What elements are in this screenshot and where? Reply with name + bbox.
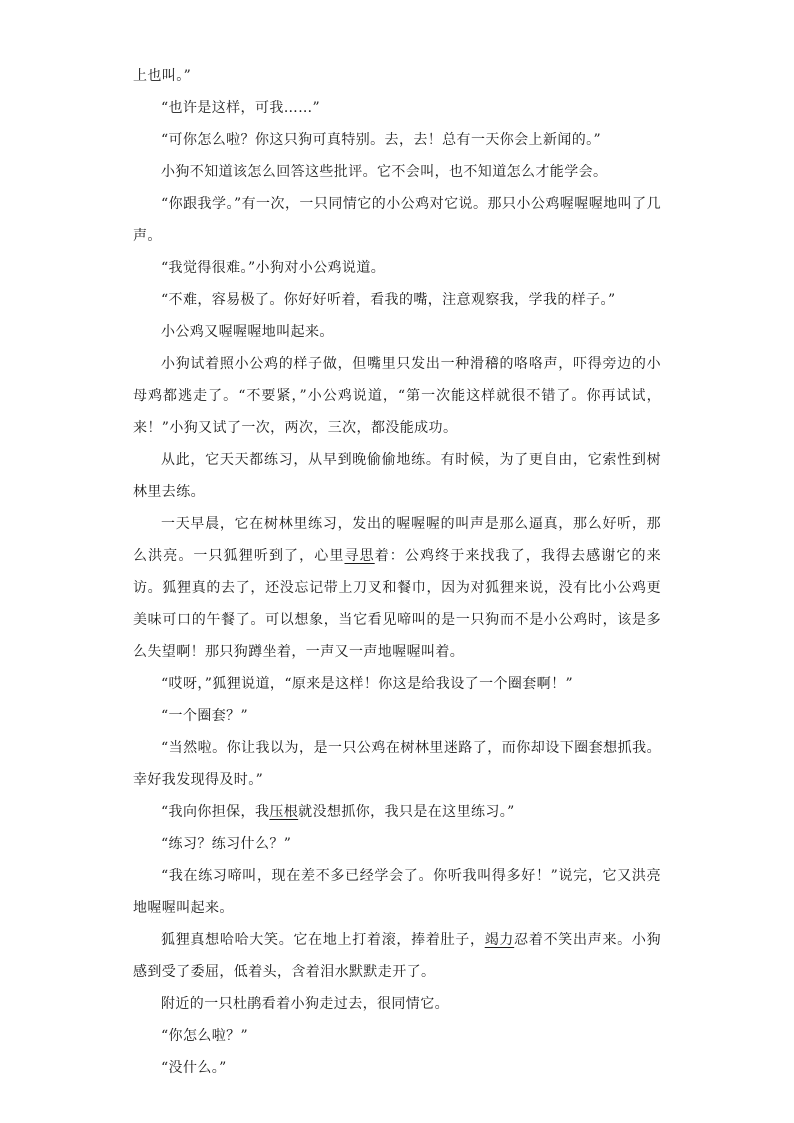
paragraph: “哎呀，”狐狸说道，“原来是这样！你这是给我设了一个圈套啊！”	[161, 676, 574, 692]
paragraph: “一个圈套？”	[161, 708, 249, 724]
text-run: 着：公鸡终于来找我了，我得去感谢它的来访。狐狸真的去了，还没忘记带上刀叉和餐巾，因为对狐狸来说，没有比小公鸡更美味可口的午餐了。可以想象，当它看见啼叫的是一只狗而不是小公鸡时，该是多么失望啊！那只狗蹲坐着，一声又一声地喔喔叫着。	[133, 548, 661, 660]
paragraph: 小狗试着照小公鸡的样子做，但嘴里只发出一种滑稽的咯咯声，吓得旁边的小母鸡都逃走了。“不要紧，”小公鸡说道，“第一次能这样就很不错了。你再试试，来！”小狗又试了一次，两次，三次，都没能成功。	[133, 356, 661, 436]
text-run: “我向你担保，我	[161, 804, 270, 820]
text-run: 忍着不笑出声来。小狗感到受了委屈，低着头，含着泪水默默走开了。	[133, 932, 661, 980]
paragraph: “练习？练习什么？”	[161, 836, 292, 852]
paragraph	[133, 924, 661, 988]
underlined-word: 竭力	[484, 932, 515, 948]
paragraph: “我觉得很难。”小狗对小公鸡说道。	[161, 260, 386, 276]
document-page	[133, 60, 661, 1084]
paragraph: 小公鸡又喔喔喔地叫起来。	[161, 324, 334, 340]
paragraph: “不难，容易极了。你好好听着，看我的嘴，注意观察我，学我的样子。”	[161, 292, 616, 308]
text-run: 狐狸真想哈哈大笑。它在地上打着滚，捧着肚子，	[161, 932, 485, 948]
text-run: 一天早晨，它在树林里练习，发出的喔喔喔的叫声是那么逼真，那么好听，那么洪亮。一只狐狸听到了，心里	[133, 516, 661, 564]
underlined-word: 寻思	[344, 548, 375, 564]
underlined-word: 压根	[269, 804, 299, 820]
paragraph: “没什么。”	[161, 1060, 227, 1076]
paragraph: 附近的一只杜鹃看着小狗走过去，很同情它。	[161, 996, 449, 1012]
text-run: 就没想抓你，我只是在这里练习。”	[298, 804, 515, 820]
paragraph	[133, 508, 661, 668]
paragraph: “你怎么啦？”	[161, 1028, 249, 1044]
paragraph: “我在练习啼叫，现在差不多已经学会了。你听我叫得多好！”说完，它又洪亮地喔喔叫起来。	[133, 868, 661, 916]
paragraph: “当然啦。你让我以为，是一只公鸡在树林里迷路了，而你却设下圈套想抓我。幸好我发现得及时。”	[133, 740, 661, 788]
paragraph: 从此，它天天都练习，从早到晚偷偷地练。有时候，为了更自由，它索性到树林里去练。	[133, 452, 661, 500]
paragraph: “也许是这样，可我……”	[161, 100, 321, 116]
paragraph: 小狗不知道该怎么回答这些批评。它不会叫，也不知道怎么才能学会。	[161, 164, 608, 180]
paragraph: “可你怎么啦？你这只狗可真特别。去，去！总有一天你会上新闻的。”	[161, 132, 602, 148]
paragraph	[133, 796, 661, 828]
paragraph: 上也叫。”	[133, 68, 192, 84]
paragraph: “你跟我学。”有一次，一只同情它的小公鸡对它说。那只小公鸡喔喔喔地叫了几声。	[133, 196, 661, 244]
